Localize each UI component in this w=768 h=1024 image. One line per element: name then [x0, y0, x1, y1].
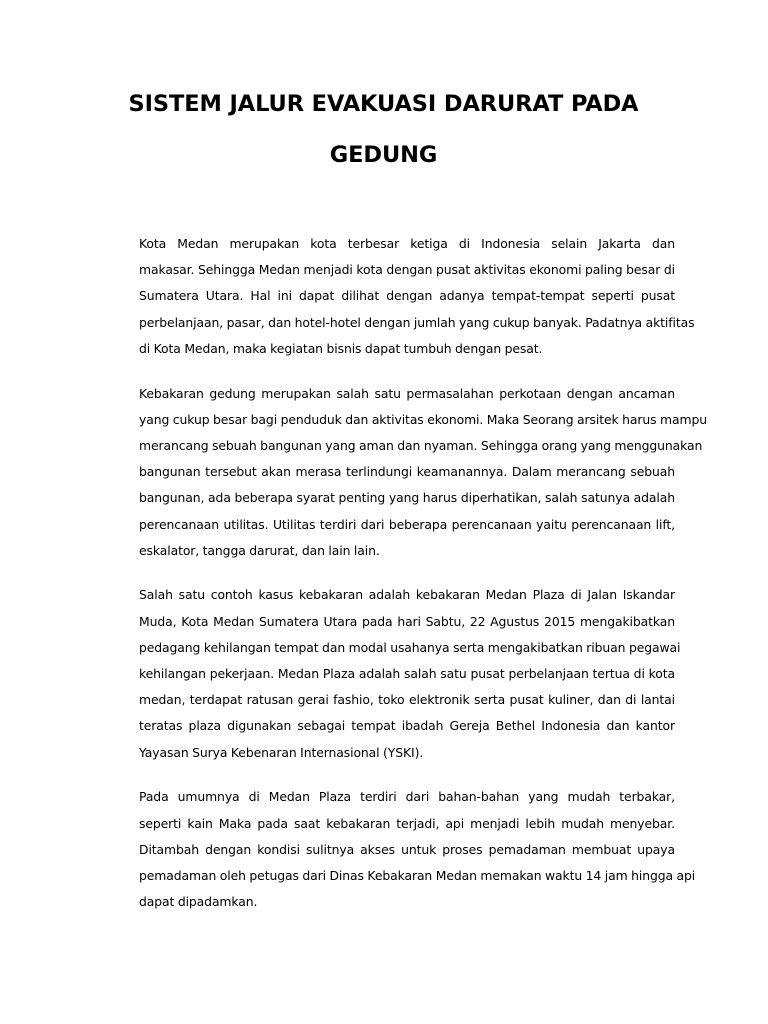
paragraph-line: Sumatera Utara. Hal ini dapat dilihat dengan adanya tempat-tempat seperti pusat [139, 288, 675, 304]
paragraph-line: Salah satu contoh kasus kebakaran adalah kebakaran Medan Plaza di Jalan Iskandar [139, 587, 675, 603]
paragraph-line: Pada umumnya di Medan Plaza terdiri dari bahan-bahan yang mudah terbakar, [139, 789, 675, 805]
paragraph-line: Ditambah dengan kondisi sulitnya akses untuk proses pemadaman membuat upaya [139, 841, 675, 857]
paragraph-line: perencanaan utilitas. Utilitas terdiri dari beberapa perencanaan yaitu perencanaan lift, [139, 516, 675, 532]
paragraph-line: kehilangan pekerjaan. Medan Plaza adalah salah satu pusat perbelanjaan tertua di kota [139, 666, 675, 682]
paragraph-2 [92, 381, 707, 564]
paragraph-line: seperti kain Maka pada saat kebakaran terjadi, api menjadi lebih mudah menyebar. [139, 815, 675, 831]
paragraph-line: pedagang kehilangan tempat dan modal usahanya serta mengakibatkan ribuan pegawai [139, 639, 681, 655]
paragraph-line: bangunan, ada beberapa syarat penting yang harus diperhatikan, salah satunya adalah [139, 490, 675, 506]
document-title-line-2: GEDUNG [329, 142, 438, 168]
paragraph-4 [92, 784, 696, 915]
paragraph-line: di Kota Medan, maka kegiatan bisnis dapat tumbuh dengan pesat. [139, 340, 543, 356]
paragraph-line: Yayasan Surya Kebenaran Internasional (YSKI). [139, 744, 424, 760]
paragraph-line: merancang sebuah bangunan yang aman dan nyaman. Sehingga orang yang menggunakan [139, 437, 703, 453]
paragraph-line: medan, terdapat ratusan gerai fashio, toko elektronik serta pusat kuliner, dan di lantai [139, 692, 675, 708]
paragraph-line: bangunan tersebut akan merasa terlindungi keamanannya. Dalam merancang sebuah [139, 464, 675, 480]
document-body [92, 231, 707, 934]
paragraph-line: perbelanjaan, pasar, dan hotel-hotel dengan jumlah yang cukup banyak. Padatnya aktifitas [139, 314, 695, 330]
paragraph-line: teratas plaza digunakan sebagai tempat ibadah Gereja Bethel Indonesia dan kantor [139, 718, 675, 734]
paragraph-line: pemadaman oleh petugas dari Dinas Kebakaran Medan memakan waktu 14 jam hingga api [139, 867, 696, 883]
paragraph-line: makasar. Sehingga Medan menjadi kota dengan pusat aktivitas ekonomi paling besar di [139, 262, 675, 278]
document-title-line-1: SISTEM JALUR EVAKUASI DARURAT PADA [128, 91, 639, 117]
paragraph-line: Kota Medan merupakan kota terbesar ketiga di Indonesia selain Jakarta dan [139, 236, 675, 251]
paragraph-line: dapat dipadamkan. [139, 894, 258, 910]
paragraph-3 [92, 582, 681, 765]
paragraph-line: Muda, Kota Medan Sumatera Utara pada hari Sabtu, 22 Agustus 2015 mengakibatkan [139, 613, 675, 629]
paragraph-line: yang cukup besar bagi penduduk dan aktivitas ekonomi. Maka Seorang arsitek harus mampu [139, 411, 707, 427]
paragraph-line: eskalator, tangga darurat, dan lain lain. [139, 542, 380, 558]
paragraph-1 [92, 231, 695, 362]
paragraph-line: Kebakaran gedung merupakan salah satu permasalahan perkotaan dengan ancaman [139, 385, 675, 401]
